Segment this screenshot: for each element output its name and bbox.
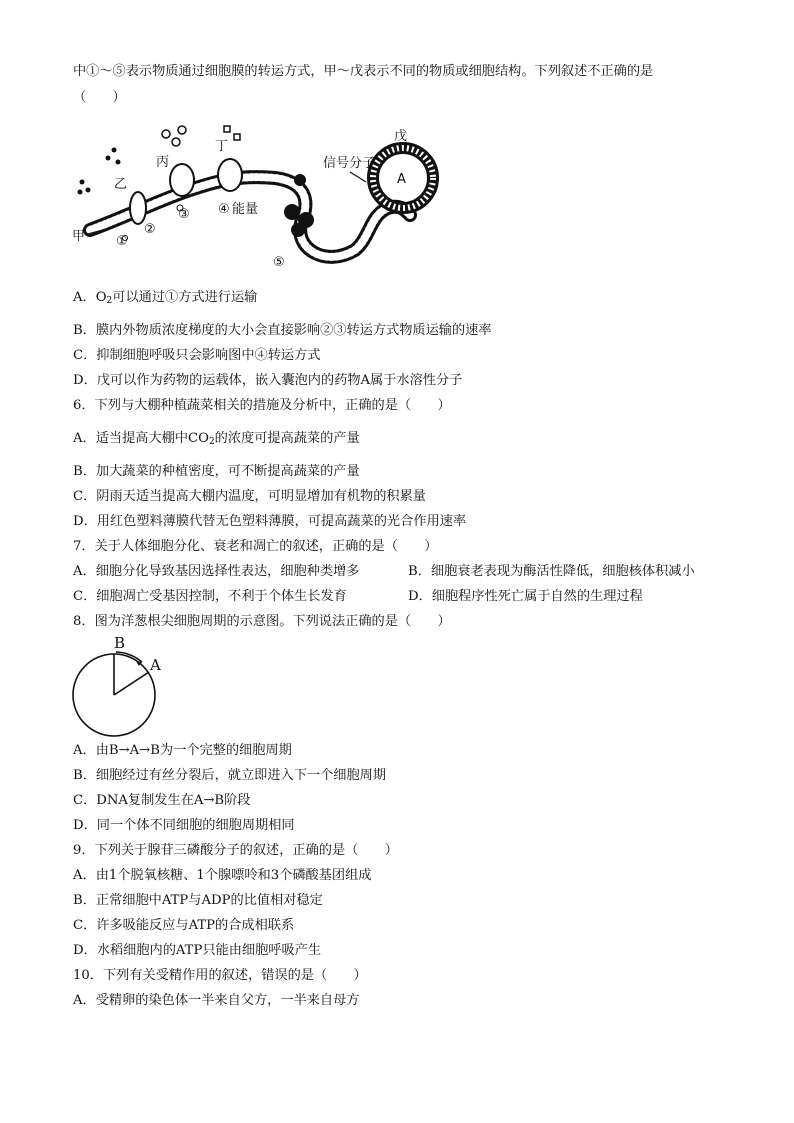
q5-option-b: B．膜内外物质浓度梯度的大小会直接影响②③转运方式物质运输的速率 [73,323,492,338]
q7-option-d: D．细胞程序性死亡属于自然的生理过程 [408,589,643,604]
q5-option-d: D．戊可以作为药物的运载体，嵌入囊泡内的药物A属于水溶性分子 [73,373,463,388]
q8-option-d: D．同一个体不同细胞的细胞周期相同 [73,818,295,833]
marker-5: ⑤ [273,255,285,270]
q6-option-c: C．阴雨天适当提高大棚内温度，可明显增加有机物的积累量 [73,489,426,504]
q5-stem-line1: 中①～⑤表示物质通过细胞膜的转运方式，甲～戊表示不同的物质或细胞结构。下列叙述不正确的是 [73,64,654,79]
q6-stem: 6．下列与大棚种植蔬菜相关的措施及分析中，正确的是（ ） [73,398,451,413]
q7-option-b: B．细胞衰老表现为酶活性降低，细胞核体积减小 [408,564,695,579]
q8-option-c: C．DNA复制发生在A→B阶段 [73,793,251,808]
q7-stem: 7．关于人体细胞分化、衰老和凋亡的叙述，正确的是（ ） [73,539,438,554]
marker-4: ④ [218,202,230,217]
q6-option-d: D．用红色塑料薄膜代替无色塑料薄膜，可提高蔬菜的光合作用速率 [73,514,467,529]
q9-option-d: D．水稻细胞内的ATP只能由细胞呼吸产生 [73,943,322,958]
yi-label: 乙 [114,177,128,192]
label-b: B [114,634,126,652]
q9-option-a: A．由1个脱氧核糖、1个腺嘌呤和3个磷酸基团组成 [73,868,372,883]
q9-stem: 9．下列关于腺苷三磷酸分子的叙述，正确的是（ ） [73,843,398,858]
marker-3: ③ [178,207,190,222]
q5-stem-line2: （ ） [73,90,126,105]
wu-label: 戊 [394,129,408,144]
ding-label: 丁 [215,139,229,154]
drug-a-label: A [397,172,406,187]
q10-option-a: A．受精卵的染色体一半来自父方，一半来自母方 [73,993,360,1008]
cell-cycle-diagram [70,634,170,738]
signal-molecule-label: 信号分子 [323,156,376,171]
q6-option-b: B．加大蔬菜的种植密度，可不断提高蔬菜的产量 [73,464,360,479]
membrane-transport-figure [70,120,450,270]
channel-yi [130,192,146,224]
marker-1: ① [116,234,128,249]
radius-to-a [114,672,149,695]
energy-label: 能量 [232,202,259,217]
marker-2: ② [144,222,156,237]
q8-stem: 8．图为洋葱根尖细胞周期的示意图。下列说法正确的是（ ） [73,614,451,629]
q7-option-c: C．细胞凋亡受基因控制，不利于个体生长发育 [73,589,347,604]
q7-option-a: A．细胞分化导致基因选择性表达，细胞种类增多 [73,564,360,579]
q10-stem: 10．下列有关受精作用的叙述，错误的是（ ） [73,968,367,983]
q5-option-a: A．$O_2$可以通过①方式进行运输 [73,290,258,306]
q9-option-b: B．正常细胞中ATP与ADP的比值相对稳定 [73,893,323,908]
q6-option-a: A．适当提高大棚中$CO_2$的浓度可提高蔬菜的产量 [73,431,360,447]
carrier-bing [170,164,194,196]
q9-option-c: C．许多吸能反应与ATP的合成相联系 [73,918,295,933]
q5-option-c: C．抑制细胞呼吸只会影响图中④转运方式 [73,348,321,363]
bing-label: 丙 [156,155,170,170]
q8-option-b: B．细胞经过有丝分裂后，就立即进入下一个细胞周期 [73,768,387,783]
q8-option-a: A．由B→A→B为一个完整的细胞周期 [73,743,292,758]
carrier-ding [218,159,242,191]
label-a: A [150,656,161,674]
jia-label: 甲 [72,229,86,244]
